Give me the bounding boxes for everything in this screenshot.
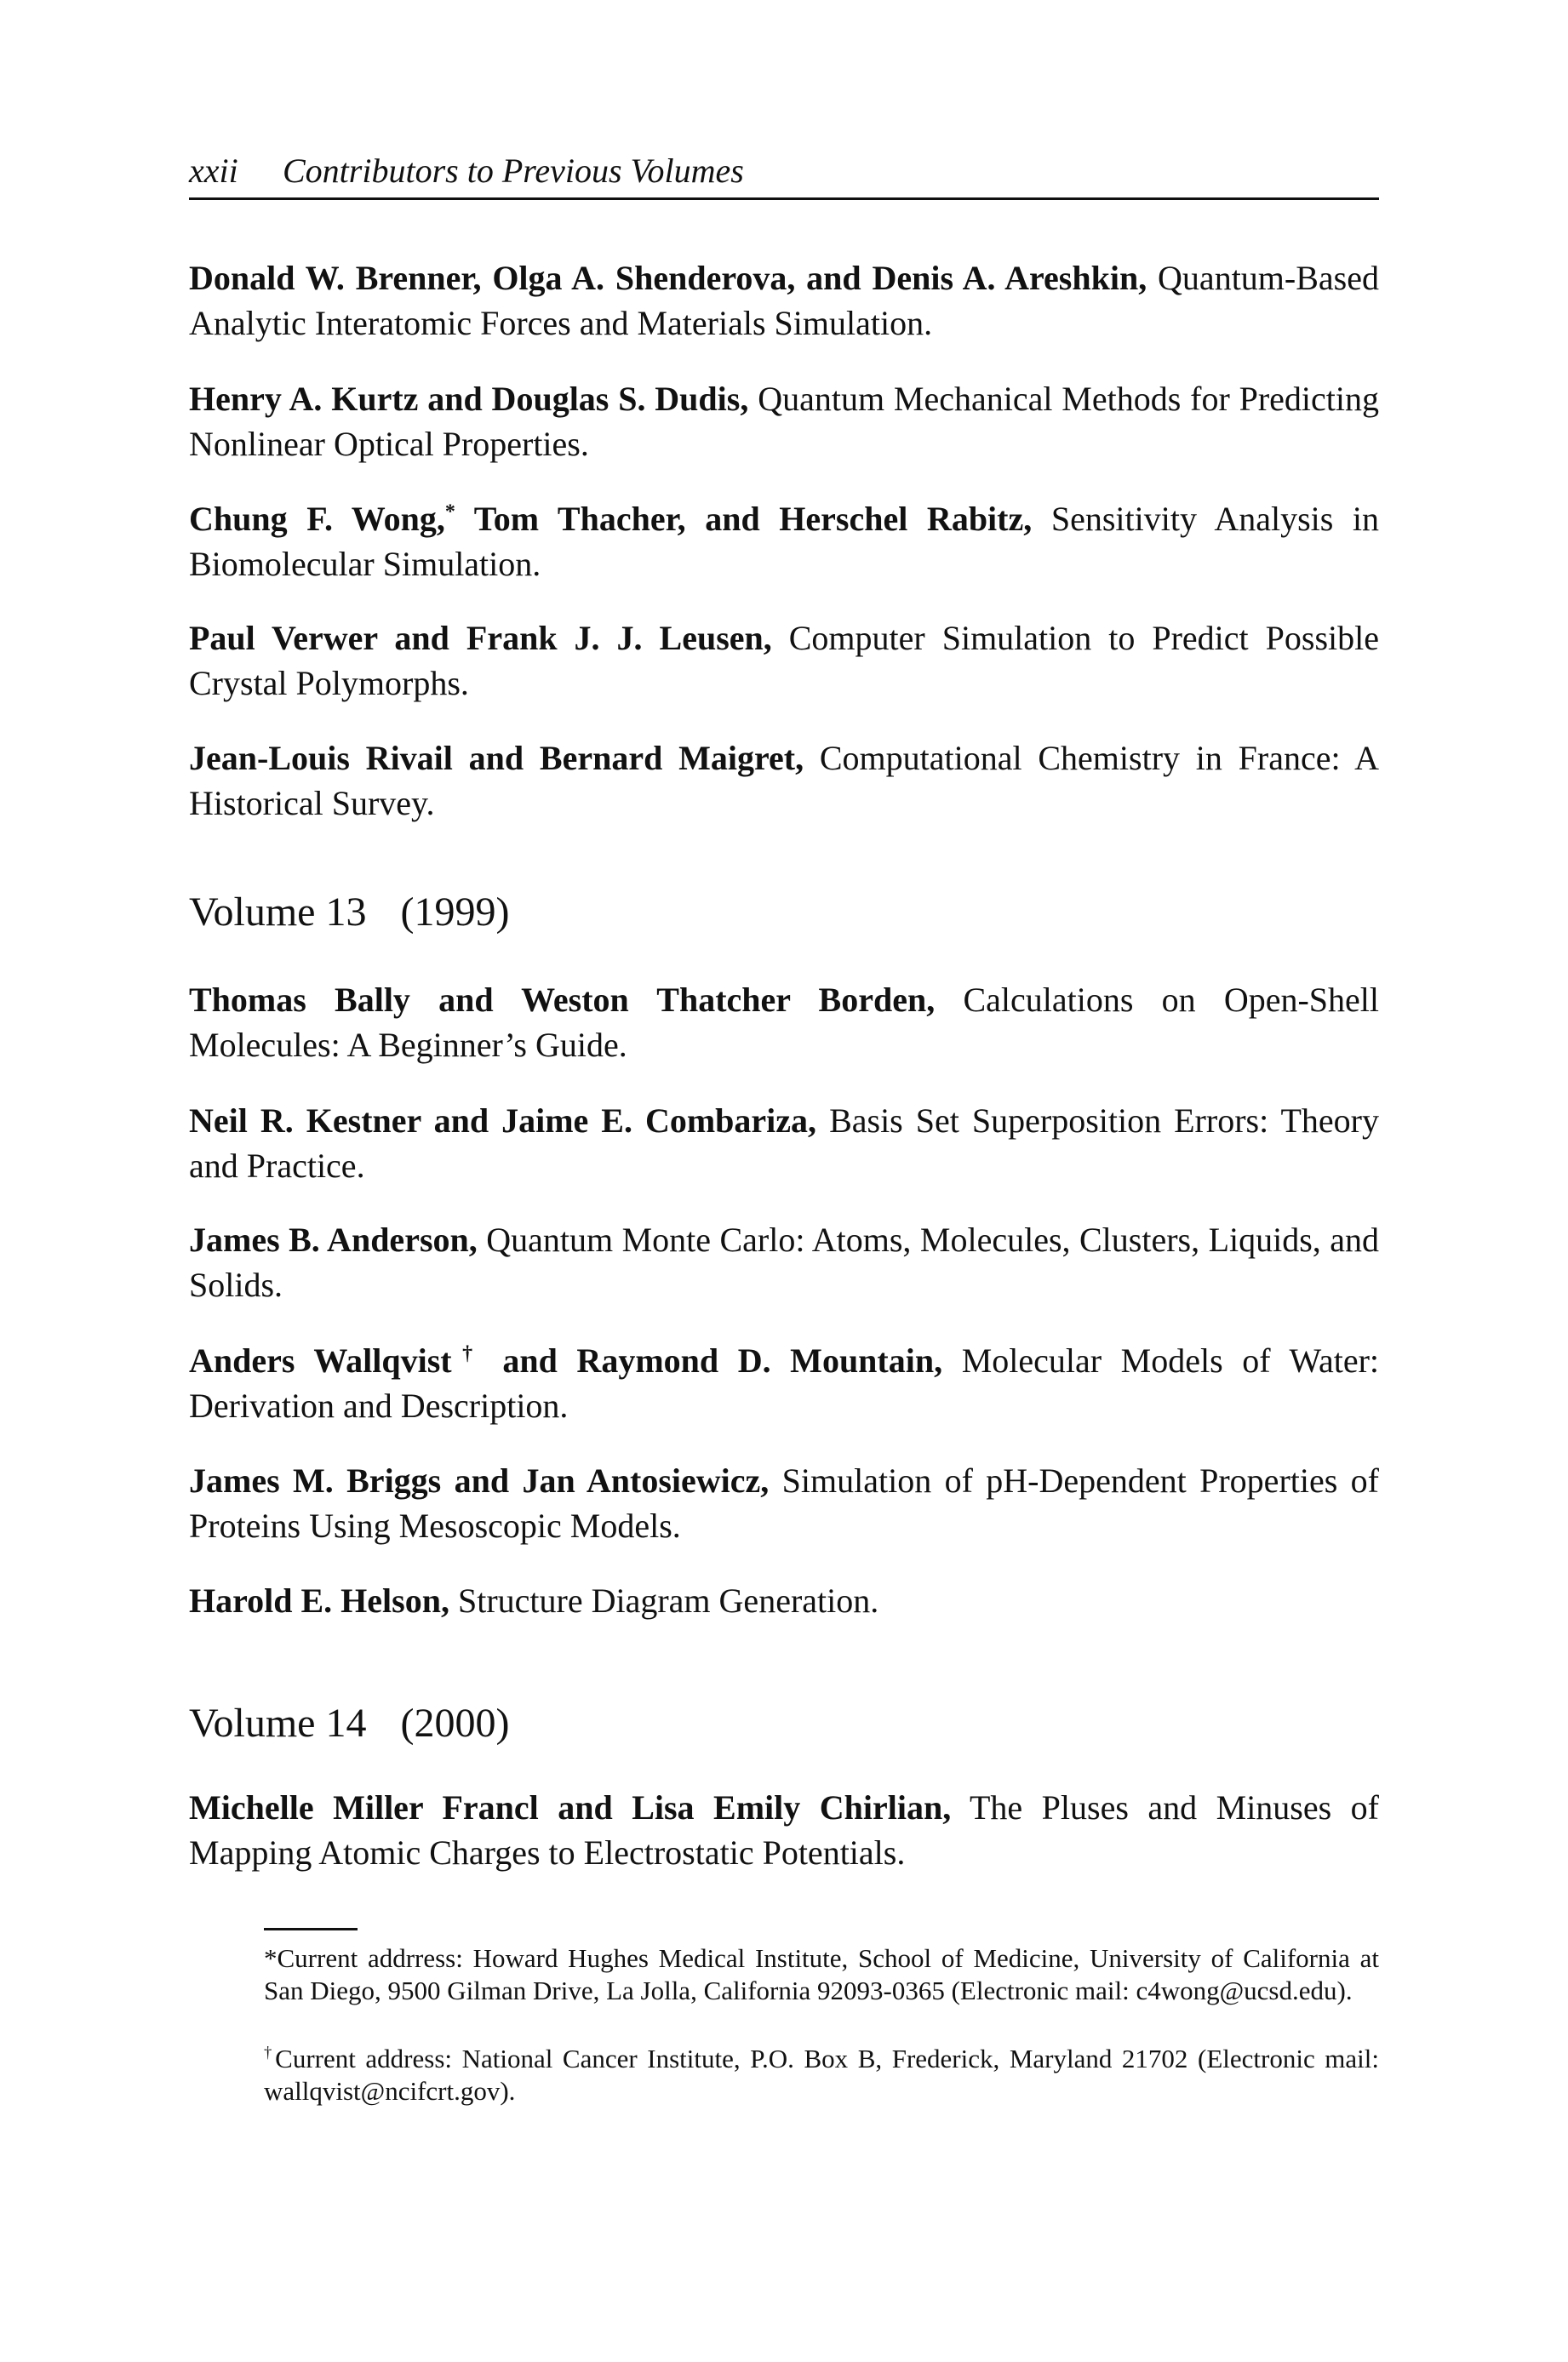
volume-year: (1999) [400,889,510,935]
footnote-rule [264,1928,358,1930]
contribution-entry [189,1458,1379,1548]
footnote-wong [264,1942,1379,2007]
volume-13-heading [189,887,1379,938]
entry-title: Quantum Mechanical Methods for Predicting Nonlinear Optical Properties. [189,380,1380,463]
contribution-entry [189,1098,1379,1188]
entry-authors: Paul Verwer and Frank J. J. Leusen, [189,619,772,657]
footnote-text: Current address: National Cancer Institute, P.O. Box B, Frederick, Maryland 21702 (Electronic mail: wallqvist@ncifcrt.gov). [264,2044,1380,2106]
contribution-entry [189,376,1379,466]
entry-title: Computational Chemistry in France: A Historical Survey. [189,739,1380,822]
entry-authors: Henry A. Kurtz and Douglas S. Dudis, [189,380,749,418]
entry-author-wallqvist: Anders Wallqvist [189,1341,452,1380]
volume-label: Volume 13 [189,889,367,935]
entry-title: Calculations on Open-Shell Molecules: A Beginner’s Guide. [189,981,1380,1064]
page-number: xxii [189,152,238,190]
footnote-wallqvist [264,2043,1379,2107]
entry-authors: James M. Briggs and Jan Antosiewicz, [189,1461,770,1500]
footnote-marker: † [451,1342,484,1365]
entry-authors: Thomas Bally and Weston Thatcher Borden, [189,981,936,1019]
contribution-entry [189,1217,1379,1307]
entry-title: Sensitivity Analysis in Biomolecular Simulation. [189,500,1380,583]
contribution-entry [189,735,1379,826]
contribution-entry [189,255,1379,346]
entry-authors: Michelle Miller Francl and Lisa Emily Chirlian, [189,1788,952,1827]
entry-title: Quantum Monte Carlo: Atoms, Molecules, Clusters, Liquids, and Solids. [189,1221,1380,1304]
contribution-entry [189,1785,1379,1875]
entry-authors-rest: and Raymond D. Mountain, [502,1341,943,1380]
contribution-entry [189,1338,1379,1428]
footnote-text: Current addrress: Howard Hughes Medical Institute, School of Medicine, University of California at San Diego, 9500 Gilman Drive, La Jolla, California 92093-0365 (Electronic mail: c4wong@ucsd.edu). [264,1943,1379,2005]
volume-year: (2000) [400,1701,510,1746]
entry-author-wong: Chung F. Wong, [189,500,445,538]
entry-authors-rest: Tom Thacher, and Herschel Rabitz, [473,500,1033,538]
contribution-entry [189,615,1379,706]
entry-title: The Pluses and Minuses of Mapping Atomic Charges to Electrostatic Potentials. [189,1788,1380,1872]
volume-label: Volume 14 [189,1701,367,1746]
footnote-mark: † [264,2044,276,2062]
entry-authors [189,500,1032,538]
entry-title: Molecular Models of Water: Derivation and Description. [189,1341,1380,1425]
entry-title: Structure Diagram Generation. [457,1581,879,1620]
entry-authors [189,1341,942,1380]
entry-title: Basis Set Superposition Errors: Theory and Practice. [189,1101,1379,1185]
contribution-entry [189,496,1379,586]
entry-title: Computer Simulation to Predict Possible Crystal Polymorphs. [189,619,1379,702]
entry-authors: Harold E. Helson, [189,1581,449,1620]
entry-authors: Neil R. Kestner and Jaime E. Combariza, [189,1101,817,1140]
contribution-entry [189,1578,1379,1623]
running-head [189,145,1379,200]
footnote-mark: * [264,1943,278,1973]
footnote-marker: * [444,500,455,523]
entry-authors: Donald W. Brenner, Olga A. Shenderova, and Denis A. Areshkin, [189,259,1147,297]
entry-authors: Jean-Louis Rivail and Bernard Maigret, [189,739,804,777]
volume-14-heading [189,1698,1379,1749]
entry-title: Quantum-Based Analytic Interatomic Forces and Materials Simulation. [189,259,1379,342]
entry-title: Simulation of pH-Dependent Properties of Proteins Using Mesoscopic Models. [189,1461,1379,1545]
running-head-title: Contributors to Previous Volumes [283,152,744,190]
entry-authors: James B. Anderson, [189,1221,478,1259]
contribution-entry [189,977,1379,1067]
